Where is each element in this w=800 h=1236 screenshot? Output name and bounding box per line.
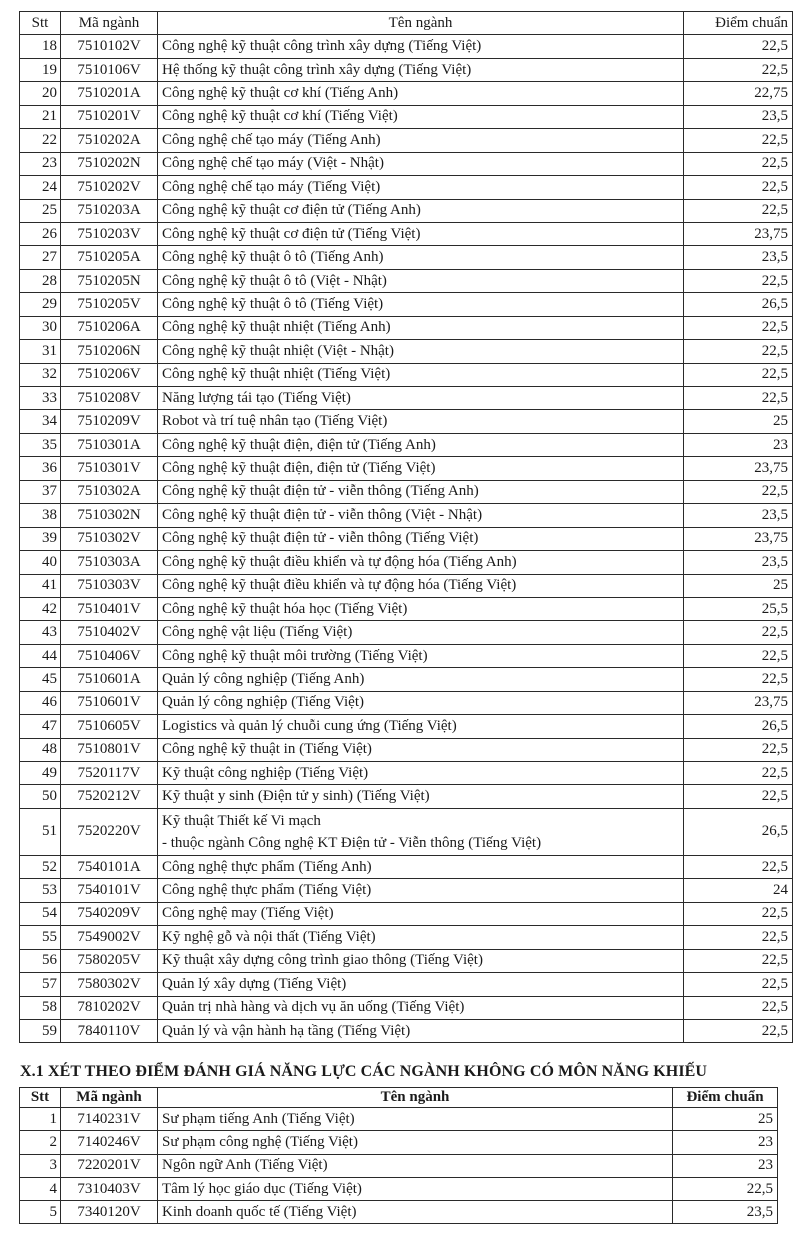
row-name: Công nghệ kỹ thuật ô tô (Việt - Nhật)	[158, 269, 684, 292]
row-name: Công nghệ kỹ thuật điều khiển và tự động hóa (Tiếng Việt)	[158, 574, 684, 597]
row-name: Công nghệ chế tạo máy (Việt - Nhật)	[158, 152, 684, 175]
row-stt: 55	[20, 926, 61, 949]
row-name: Công nghệ kỹ thuật công trình xây dựng (Tiếng Việt)	[158, 35, 684, 58]
row-stt: 23	[20, 152, 61, 175]
row-stt: 43	[20, 621, 61, 644]
admission-scores-table	[19, 11, 793, 1043]
row-code: 7810202V	[61, 996, 158, 1019]
table-body	[20, 1108, 778, 1224]
row-code: 7510102V	[61, 35, 158, 58]
row-score: 23,75	[684, 527, 793, 550]
row-name: Quản lý và vận hành hạ tầng (Tiếng Việt)	[158, 1019, 684, 1042]
row-name: Công nghệ kỹ thuật môi trường (Tiếng Việt)	[158, 644, 684, 667]
row-score: 22,5	[684, 129, 793, 152]
row-code: 7510205A	[61, 246, 158, 269]
row-stt: 50	[20, 785, 61, 808]
row-score: 23,75	[684, 457, 793, 480]
row-score: 22,5	[684, 644, 793, 667]
row-score: 25	[684, 410, 793, 433]
table-row	[20, 410, 793, 433]
row-code: 7510303A	[61, 551, 158, 574]
row-name: Quản trị nhà hàng và dịch vụ ăn uống (Tiếng Việt)	[158, 996, 684, 1019]
table-row	[20, 58, 793, 81]
table-row	[20, 785, 793, 808]
row-score: 22,5	[684, 316, 793, 339]
row-score: 23,75	[684, 222, 793, 245]
row-name: Công nghệ kỹ thuật nhiệt (Tiếng Anh)	[158, 316, 684, 339]
row-code: 7510201V	[61, 105, 158, 128]
table-header-row	[20, 12, 793, 35]
row-code: 7510302N	[61, 504, 158, 527]
row-score: 22,5	[684, 58, 793, 81]
table-row	[20, 457, 793, 480]
row-name: Công nghệ thực phẩm (Tiếng Anh)	[158, 855, 684, 878]
row-score: 22,5	[684, 762, 793, 785]
row-name: Công nghệ chế tạo máy (Tiếng Anh)	[158, 129, 684, 152]
row-name: Công nghệ may (Tiếng Việt)	[158, 902, 684, 925]
row-code: 7510402V	[61, 621, 158, 644]
row-name: Công nghệ kỹ thuật nhiệt (Tiếng Việt)	[158, 363, 684, 386]
table-row	[20, 340, 793, 363]
row-score: 22,5	[684, 363, 793, 386]
table-row	[20, 527, 793, 550]
table-row	[20, 387, 793, 410]
table-row	[20, 808, 793, 855]
header-name: Tên ngành	[158, 12, 684, 35]
row-code: 7510202A	[61, 129, 158, 152]
table-row	[20, 363, 793, 386]
row-stt: 22	[20, 129, 61, 152]
row-score: 22,5	[684, 35, 793, 58]
row-name: Logistics và quản lý chuỗi cung ứng (Tiếng Việt)	[158, 715, 684, 738]
row-code: 7310403V	[61, 1177, 158, 1200]
row-name: Quản lý công nghiệp (Tiếng Việt)	[158, 691, 684, 714]
table-row	[20, 644, 793, 667]
row-name: Công nghệ kỹ thuật ô tô (Tiếng Việt)	[158, 293, 684, 316]
row-code: 7140231V	[61, 1108, 158, 1131]
table-row	[20, 762, 793, 785]
row-stt: 48	[20, 738, 61, 761]
row-name: Công nghệ kỹ thuật điều khiển và tự động hóa (Tiếng Anh)	[158, 551, 684, 574]
table-row	[20, 82, 793, 105]
row-name: Kinh doanh quốc tế (Tiếng Việt)	[158, 1201, 673, 1224]
table-row	[20, 1201, 778, 1224]
row-score: 22,5	[684, 152, 793, 175]
row-code: 7510301V	[61, 457, 158, 480]
row-code: 7510302V	[61, 527, 158, 550]
table-row	[20, 879, 793, 902]
row-code: 7510406V	[61, 644, 158, 667]
row-score: 22,5	[684, 855, 793, 878]
row-score: 22,5	[684, 902, 793, 925]
row-name: Quản lý xây dựng (Tiếng Việt)	[158, 973, 684, 996]
row-score: 26,5	[684, 293, 793, 316]
table-row	[20, 996, 793, 1019]
row-score: 23,5	[684, 504, 793, 527]
table-row	[20, 1019, 793, 1042]
table-row	[20, 152, 793, 175]
row-score: 25	[673, 1108, 778, 1131]
row-code: 7510601A	[61, 668, 158, 691]
row-score: 26,5	[684, 715, 793, 738]
row-stt: 44	[20, 644, 61, 667]
row-name: Công nghệ kỹ thuật cơ điện tử (Tiếng Việt)	[158, 222, 684, 245]
row-score: 22,5	[684, 269, 793, 292]
table-row	[20, 621, 793, 644]
row-code: 7510601V	[61, 691, 158, 714]
row-stt: 54	[20, 902, 61, 925]
row-code: 7510206N	[61, 340, 158, 363]
header-stt: Stt	[20, 1088, 61, 1108]
row-stt: 42	[20, 597, 61, 620]
header-stt: Stt	[20, 12, 61, 35]
row-name: Tâm lý học giáo dục (Tiếng Việt)	[158, 1177, 673, 1200]
row-score: 25,5	[684, 597, 793, 620]
row-score: 22,5	[673, 1177, 778, 1200]
table-row	[20, 1131, 778, 1154]
row-code: 7510206A	[61, 316, 158, 339]
row-name: Hệ thống kỹ thuật công trình xây dựng (Tiếng Việt)	[158, 58, 684, 81]
row-code: 7340120V	[61, 1201, 158, 1224]
row-code: 7510202V	[61, 176, 158, 199]
row-stt: 25	[20, 199, 61, 222]
row-score: 22,5	[684, 340, 793, 363]
row-score: 22,5	[684, 621, 793, 644]
row-name: Kỹ nghệ gỗ và nội thất (Tiếng Việt)	[158, 926, 684, 949]
row-name: Sư phạm công nghệ (Tiếng Việt)	[158, 1131, 673, 1154]
row-name: Công nghệ kỹ thuật hóa học (Tiếng Việt)	[158, 597, 684, 620]
row-stt: 57	[20, 973, 61, 996]
row-name	[158, 808, 684, 855]
row-score: 22,5	[684, 738, 793, 761]
table-row	[20, 199, 793, 222]
row-stt: 53	[20, 879, 61, 902]
row-stt: 47	[20, 715, 61, 738]
row-name: Công nghệ kỹ thuật điện tử - viễn thông (Tiếng Việt)	[158, 527, 684, 550]
row-code: 7520117V	[61, 762, 158, 785]
row-name: Công nghệ kỹ thuật nhiệt (Việt - Nhật)	[158, 340, 684, 363]
table-row	[20, 1108, 778, 1131]
row-stt: 37	[20, 480, 61, 503]
table-row	[20, 1177, 778, 1200]
row-stt: 32	[20, 363, 61, 386]
table-row	[20, 293, 793, 316]
table-header-row	[20, 1088, 778, 1108]
row-score: 22,5	[684, 176, 793, 199]
row-stt: 56	[20, 949, 61, 972]
row-stt: 26	[20, 222, 61, 245]
table-row	[20, 105, 793, 128]
row-score: 22,5	[684, 199, 793, 222]
row-score: 23	[673, 1154, 778, 1177]
row-name: Công nghệ chế tạo máy (Tiếng Việt)	[158, 176, 684, 199]
row-stt: 2	[20, 1131, 61, 1154]
row-score: 22,5	[684, 668, 793, 691]
row-code: 7510205N	[61, 269, 158, 292]
row-code: 7510605V	[61, 715, 158, 738]
row-score: 22,5	[684, 387, 793, 410]
row-stt: 45	[20, 668, 61, 691]
row-score: 22,5	[684, 785, 793, 808]
row-name: Công nghệ kỹ thuật ô tô (Tiếng Anh)	[158, 246, 684, 269]
row-score: 24	[684, 879, 793, 902]
row-name: Công nghệ kỹ thuật cơ khí (Tiếng Việt)	[158, 105, 684, 128]
table-row	[20, 715, 793, 738]
header-score: Điểm chuẩn	[673, 1088, 778, 1108]
row-code: 7549002V	[61, 926, 158, 949]
row-code: 7540101A	[61, 855, 158, 878]
row-score: 23	[684, 433, 793, 456]
row-name: Công nghệ kỹ thuật điện tử - viễn thông (Việt - Nhật)	[158, 504, 684, 527]
row-code: 7510202N	[61, 152, 158, 175]
row-stt: 5	[20, 1201, 61, 1224]
row-score: 22,5	[684, 973, 793, 996]
table-row	[20, 668, 793, 691]
row-score: 23,5	[684, 246, 793, 269]
row-code: 7510209V	[61, 410, 158, 433]
row-name: Ngôn ngữ Anh (Tiếng Việt)	[158, 1154, 673, 1177]
row-code: 7510801V	[61, 738, 158, 761]
row-score: 22,75	[684, 82, 793, 105]
table-row	[20, 926, 793, 949]
row-stt: 18	[20, 35, 61, 58]
row-stt: 3	[20, 1154, 61, 1177]
row-score: 26,5	[684, 808, 793, 855]
row-code: 7510205V	[61, 293, 158, 316]
row-code: 7840110V	[61, 1019, 158, 1042]
row-stt: 46	[20, 691, 61, 714]
row-stt: 59	[20, 1019, 61, 1042]
row-name: Công nghệ vật liệu (Tiếng Việt)	[158, 621, 684, 644]
row-code: 7510301A	[61, 433, 158, 456]
row-code: 7540101V	[61, 879, 158, 902]
row-code: 7510201A	[61, 82, 158, 105]
row-stt: 36	[20, 457, 61, 480]
row-stt: 49	[20, 762, 61, 785]
row-name: Kỹ thuật xây dựng công trình giao thông (Tiếng Việt)	[158, 949, 684, 972]
table-row	[20, 738, 793, 761]
table-row	[20, 574, 793, 597]
row-stt: 51	[20, 808, 61, 855]
row-score: 23	[673, 1131, 778, 1154]
table-row	[20, 902, 793, 925]
table-row	[20, 973, 793, 996]
row-name: Công nghệ kỹ thuật cơ khí (Tiếng Anh)	[158, 82, 684, 105]
table-row	[20, 316, 793, 339]
row-score: 23,5	[673, 1201, 778, 1224]
competency-scores-table	[19, 1087, 778, 1224]
row-score: 22,5	[684, 949, 793, 972]
row-code: 7510203V	[61, 222, 158, 245]
row-name: Robot và trí tuệ nhân tạo (Tiếng Việt)	[158, 410, 684, 433]
row-code: 7510303V	[61, 574, 158, 597]
row-name-line1: Kỹ thuật Thiết kế Vi mạch	[162, 812, 321, 829]
row-stt: 40	[20, 551, 61, 574]
row-score: 23,5	[684, 105, 793, 128]
row-stt: 31	[20, 340, 61, 363]
header-name: Tên ngành	[158, 1088, 673, 1108]
row-stt: 24	[20, 176, 61, 199]
row-code: 7510208V	[61, 387, 158, 410]
row-code: 7510401V	[61, 597, 158, 620]
table-row	[20, 551, 793, 574]
row-stt: 39	[20, 527, 61, 550]
row-code: 7580302V	[61, 973, 158, 996]
row-score: 22,5	[684, 480, 793, 503]
row-name: Công nghệ kỹ thuật điện, điện tử (Tiếng Việt)	[158, 457, 684, 480]
row-name: Năng lượng tái tạo (Tiếng Việt)	[158, 387, 684, 410]
row-name: Sư phạm tiếng Anh (Tiếng Việt)	[158, 1108, 673, 1131]
row-stt: 35	[20, 433, 61, 456]
row-stt: 4	[20, 1177, 61, 1200]
row-score: 25	[684, 574, 793, 597]
row-code: 7520220V	[61, 808, 158, 855]
row-stt: 21	[20, 105, 61, 128]
row-code: 7520212V	[61, 785, 158, 808]
row-score: 22,5	[684, 1019, 793, 1042]
row-name: Quản lý công nghiệp (Tiếng Anh)	[158, 668, 684, 691]
table-body	[20, 35, 793, 1043]
row-score: 22,5	[684, 926, 793, 949]
table-row	[20, 597, 793, 620]
row-name: Kỹ thuật y sinh (Điện tử y sinh) (Tiếng Việt)	[158, 785, 684, 808]
row-stt: 28	[20, 269, 61, 292]
table-row	[20, 433, 793, 456]
table-row	[20, 1154, 778, 1177]
row-stt: 19	[20, 58, 61, 81]
row-stt: 38	[20, 504, 61, 527]
row-name: Công nghệ kỹ thuật cơ điện tử (Tiếng Anh)	[158, 199, 684, 222]
table-row	[20, 480, 793, 503]
row-name: Kỹ thuật công nghiệp (Tiếng Việt)	[158, 762, 684, 785]
row-stt: 27	[20, 246, 61, 269]
table-row	[20, 855, 793, 878]
table-row	[20, 246, 793, 269]
section-title: X.1 XÉT THEO ĐIỂM ĐÁNH GIÁ NĂNG LỰC CÁC NGÀNH KHÔNG CÓ MÔN NĂNG KHIẾU	[20, 1063, 708, 1080]
row-code: 7540209V	[61, 902, 158, 925]
row-code: 7220201V	[61, 1154, 158, 1177]
table-row	[20, 504, 793, 527]
row-stt: 1	[20, 1108, 61, 1131]
table-row	[20, 35, 793, 58]
table-row	[20, 949, 793, 972]
row-stt: 58	[20, 996, 61, 1019]
row-stt: 30	[20, 316, 61, 339]
header-code: Mã ngành	[61, 1088, 158, 1108]
table-row	[20, 269, 793, 292]
row-name-line2: - thuộc ngành Công nghệ KT Điện tử - Viễn thông (Tiếng Việt)	[162, 834, 542, 851]
row-code: 7510206V	[61, 363, 158, 386]
row-score: 22,5	[684, 996, 793, 1019]
row-code: 7580205V	[61, 949, 158, 972]
row-score: 23,75	[684, 691, 793, 714]
table-row	[20, 129, 793, 152]
row-code: 7510302A	[61, 480, 158, 503]
row-stt: 41	[20, 574, 61, 597]
table-row	[20, 691, 793, 714]
row-stt: 52	[20, 855, 61, 878]
header-code: Mã ngành	[61, 12, 158, 35]
row-name: Công nghệ kỹ thuật in (Tiếng Việt)	[158, 738, 684, 761]
row-score: 23,5	[684, 551, 793, 574]
row-code: 7510203A	[61, 199, 158, 222]
row-stt: 20	[20, 82, 61, 105]
row-stt: 34	[20, 410, 61, 433]
row-code: 7140246V	[61, 1131, 158, 1154]
table-row	[20, 222, 793, 245]
row-stt: 33	[20, 387, 61, 410]
row-name: Công nghệ thực phẩm (Tiếng Việt)	[158, 879, 684, 902]
table-row	[20, 176, 793, 199]
row-stt: 29	[20, 293, 61, 316]
row-name: Công nghệ kỹ thuật điện tử - viễn thông (Tiếng Anh)	[158, 480, 684, 503]
header-score: Điểm chuẩn	[684, 12, 793, 35]
row-code: 7510106V	[61, 58, 158, 81]
row-name: Công nghệ kỹ thuật điện, điện tử (Tiếng Anh)	[158, 433, 684, 456]
